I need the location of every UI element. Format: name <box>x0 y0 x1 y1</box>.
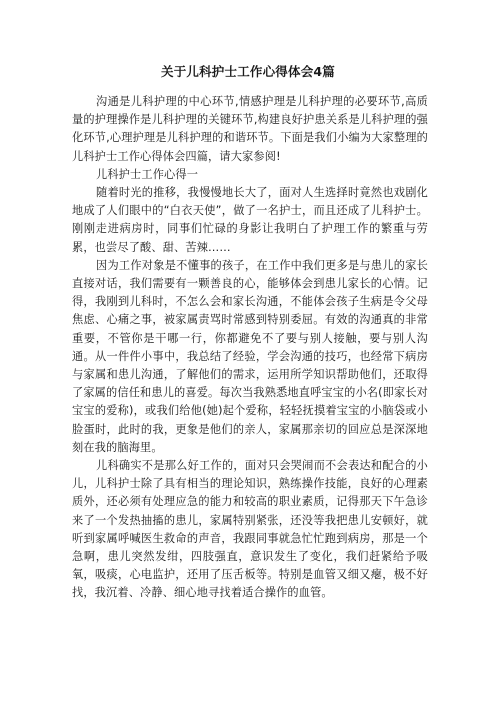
body-paragraph: 随着时光的推移，我慢慢地长大了，面对人生选择时竟然也戏剧化地成了人们眼中的“白衣天使”，做了一名护士，而且还成了儿科护士。刚刚走进病房时，同事们忙碌的身影让我明白了护理工作的繁重与劳累，也尝尽了酸、甜、苦辣…… <box>72 186 428 254</box>
intro-paragraph: 沟通是儿科护理的中心环节,情感护理是儿科护理的必要环节,高质量的护理操作是儿科护理的关键环节,构建良好护患关系是儿科护理的强化环节,心理护理是儿科护理的和谐环节。下面是我们小编为大家整理的儿科护士工作心得体会四篇，请大家参阅! <box>72 95 428 163</box>
body-paragraph: 儿科确实不是那么好工作的，面对只会哭闹而不会表达和配合的小儿，儿科护士除了具有相当的理论知识，熟练操作技能，良好的心理素质外，还必须有处理应急的能力和较高的职业素质，记得那天下午急诊来了一个发热抽搐的患儿，家属特别紧张，还没等我把患儿安顿好，就听到家属呼喊医生救命的声音，我跟同事就急忙忙跑到病房，那是一个急啊，患儿突然发绀，四肢强直，意识发生了变化，我们赶紧给予吸氧，吸痰，心电监护，还用了压舌板等。特别是血管又细又瘪，极不好找，我沉着、冷静、细心地寻找着适合操作的血管。 <box>72 459 428 600</box>
document-body <box>72 93 428 603</box>
document-title: 关于儿科护士工作心得体会4篇 <box>161 64 335 79</box>
section-heading: 儿科护士工作心得一 <box>96 167 199 181</box>
body-paragraph: 因为工作对象是不懂事的孩子，在工作中我们更多是与患儿的家长直接对话，我们需要有一颗善良的心，能够体会到患儿家长的心情。记得，我刚到儿科时，不怎么会和家长沟通，不能体会孩子生病是令父母焦虑、心痛之事，被家属责骂时常感到特别委屈。有效的沟通真的非常重要，不管你是干哪一行，你都避免不了要与别人接触，要与别人沟通。从一件件小事中，我总结了经验，学会沟通的技巧，也经常下病房与家属和患儿沟通，了解他们的需求，运用所学知识帮助他们，还取得了家属的信任和患儿的喜爱。每次当我熟悉地直呼宝宝的小名(即家长对宝宝的爱称)，或我们给他(她)起个爱称，轻轻抚摸着宝宝的小脑袋或小脸蛋时，此时的我，更象是他们的亲人，家属那亲切的回应总是深深地刻在我的脑海里。 <box>72 258 428 454</box>
